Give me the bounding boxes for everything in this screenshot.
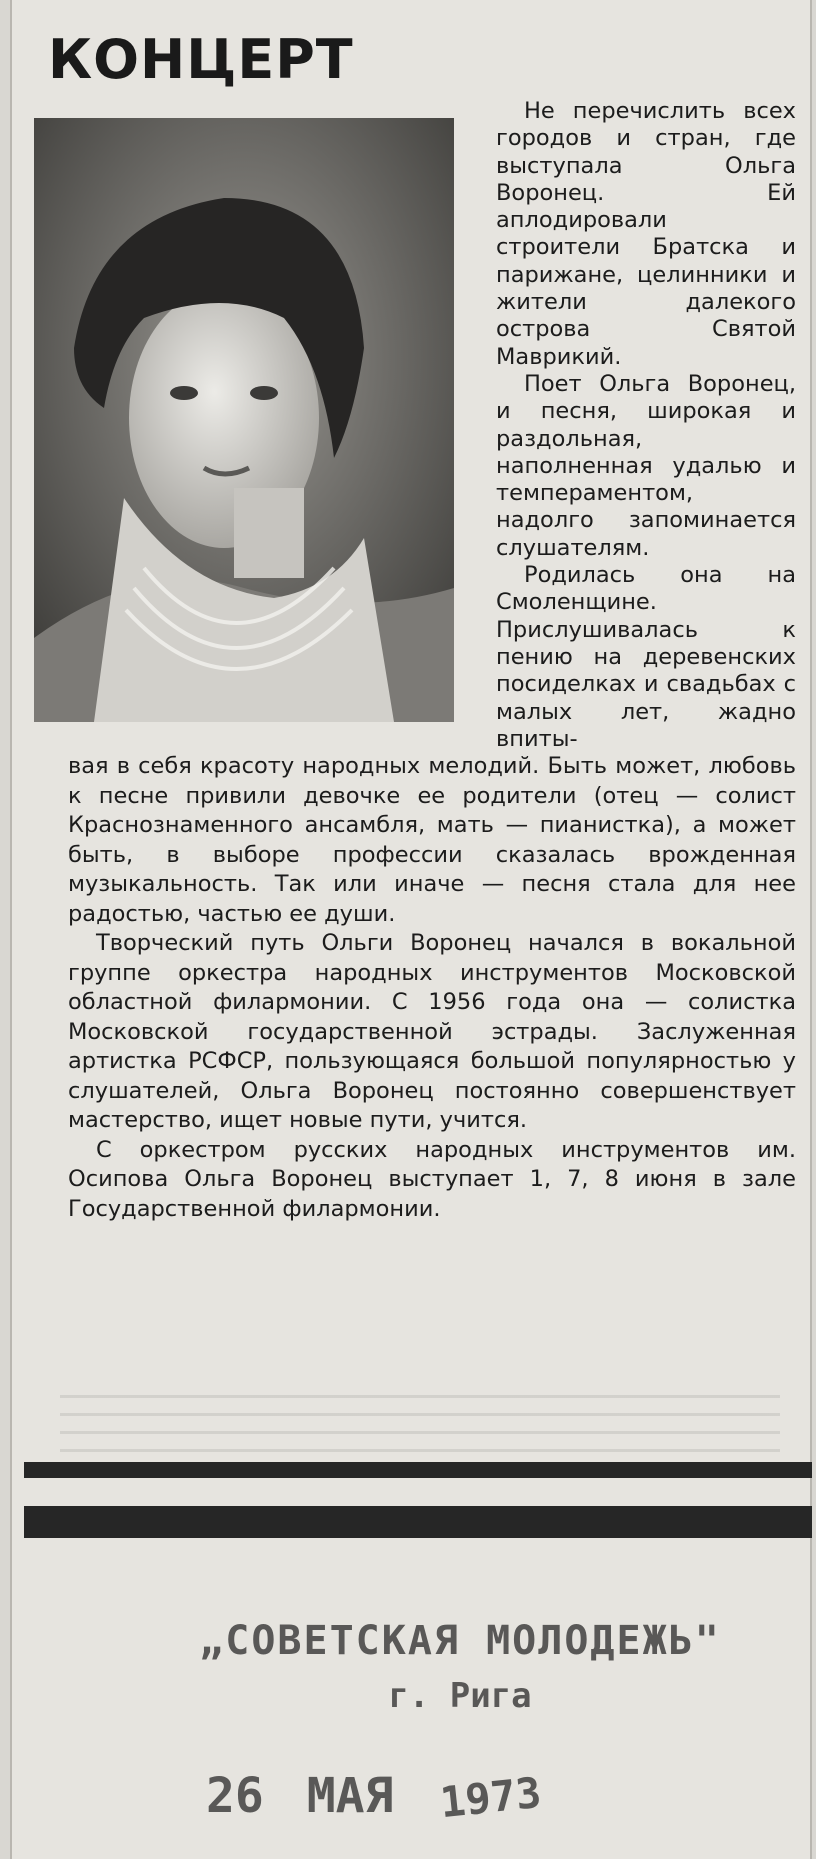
article-paragraph: Творческий путь Ольги Воронец начался в вокальной группе оркестра народных инструментов Московской областной филармонии. С 1956 года она — солистка Московской государственной эстрады. Заслуженная артистка РСФСР, пользующаяся большой популярностью у слушателей, Ольга Воронец постоянно совершенствует мастерство, ищет новые пути, учится. <box>68 930 796 1133</box>
stamp-month: МАЯ <box>306 1768 394 1824</box>
article-text-column-full <box>68 752 796 1224</box>
article-paragraph: Не перечислить всех городов и стран, где выступала Ольга Воронец. Ей аплодировали строители Братска и парижане, целинники и жители далекого острова Святой Маврикий. <box>496 98 796 370</box>
stamp-year: 1973 <box>438 1767 544 1828</box>
article-paragraph: Родилась она на Смоленщине. Прислушивалась к пению на деревенских посиделках и свадьбах с малых лет, жадно впиты- <box>496 562 796 752</box>
stamp-date <box>206 1767 544 1828</box>
article-paragraph: С оркестром русских народных инструментов им. Осипова Ольга Воронец выступает 1, 7, 8 июня в зале Государственной филармонии. <box>68 1136 796 1222</box>
clipping-stamp <box>150 1618 770 1828</box>
portrait-icon <box>34 118 454 722</box>
stamp-day: 26 <box>206 1768 264 1824</box>
stamp-city: г. Рига <box>388 1676 532 1716</box>
stamp-newspaper-name: „СОВЕТСКАЯ МОЛОДЕЖЬ" <box>199 1618 721 1664</box>
divider-rule <box>24 1506 812 1538</box>
article-paragraph: вая в себя красоту народных мелодий. Быть может, любовь к песне привили девочке ее родители (отец — солист Краснознаменного ансамбля, мать — пианистка), а может быть, в выборе профессии сказалась врожденная музыкальность. Так или иначе — песня стала для нее радостью, частью ее души. <box>68 753 796 927</box>
bleed-through-text <box>60 1392 780 1452</box>
divider-rule <box>24 1462 812 1478</box>
article-paragraph: Поет Ольга Воронец, и песня, широкая и раздольная, наполненная удалью и темпераментом, надолго запоминается слушателям. <box>496 370 796 561</box>
portrait-photo <box>34 118 454 722</box>
article-text-column-right <box>496 98 796 753</box>
article-headline: КОНЦЕРТ <box>48 28 354 91</box>
